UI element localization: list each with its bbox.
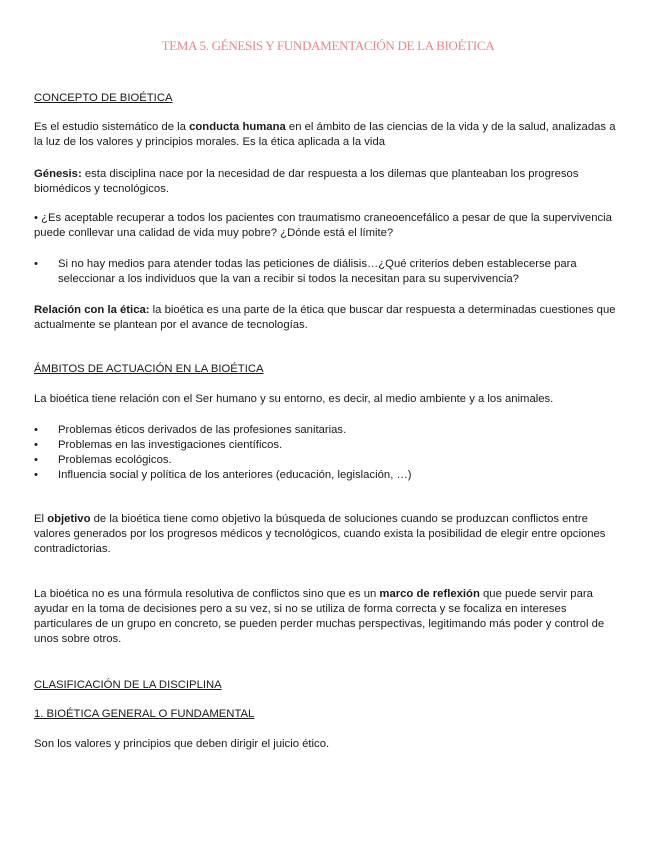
paragraph-marco: [34, 587, 622, 647]
marco-pre: La bioética no es una fórmula resolutiva de conflictos sino que es un: [34, 588, 380, 600]
bullet-dialisis: Si no hay medios para atender todas las peticiones de diálisis…¿Qué criterios deben establecerse para seleccionar a los individuos que la van a recibir si todos la necesitan para su supervivencia?: [58, 258, 577, 285]
list-item: Problemas ecológicos.: [58, 454, 172, 466]
bullet-traumatismo: • ¿Es aceptable recuperar a todos los pacientes con traumatismo craneoencefálico a pesar de que la supervivencia puede conllevar una calidad de vida muy pobre? ¿Dónde está el límite?: [34, 212, 612, 239]
definition-post: en el ámbito de las ciencias de la vida y de la salud, analizadas a la luz de los valores y principios morales. Es la ética aplicada a la vida: [34, 121, 616, 148]
heading-clasificacion: CLASIFICACIÓN DE LA DISCIPLINA: [34, 679, 222, 691]
bullet-mark: •: [34, 439, 38, 451]
bullet-mark-dialisis: •: [34, 258, 38, 270]
objetivo-post: de la bioética tiene como objetivo la búsqueda de soluciones cuando se produzcan conflictos entre valores generados por los progresos médicos y tecnológicos, cuando exista la posibilidad de elegir entre opciones contradictorias.: [34, 513, 606, 555]
paragraph-objetivo: [34, 512, 622, 557]
subheading-bioetica-general: 1. BIOÉTICA GENERAL O FUNDAMENTAL: [34, 708, 255, 720]
list-item: Influencia social y política de los anteriores (educación, legislación, …): [58, 469, 412, 481]
paragraph-definition: [34, 120, 622, 150]
marco-post: que puede servir para ayudar en la toma de decisiones pero a su vez, si no se utiliza de forma correcta y se focaliza en intereses particulares de un grupo en concreto, se pueden perder muchas perspectivas, legitimando más poder y control de unos sobre otros.: [34, 588, 605, 645]
heading-concepto: CONCEPTO DE BIOÉTICA: [34, 92, 173, 104]
relacion-text: la bioética es una parte de la ética que buscar dar respuesta a determinadas cuestiones que actualmente se plantean por el avance de tecnologías.: [34, 304, 616, 331]
paragraph-intro: La bioética tiene relación con el Ser humano y su entorno, es decir, al medio ambiente y a los animales.: [34, 393, 554, 405]
genesis-bold: Génesis:: [34, 168, 82, 180]
paragraph-valores: Son los valores y principios que deben dirigir el juicio ético.: [34, 738, 330, 750]
bullet-mark: •: [34, 454, 38, 466]
definition-pre: Es el estudio sistemático de la: [34, 121, 190, 133]
genesis-text: esta disciplina nace por la necesidad de dar respuesta a los dilemas que planteaban los progresos biomédicos y tecnológicos.: [34, 168, 579, 195]
list-item: Problemas en las investigaciones científicos.: [58, 439, 283, 451]
document-title: TEMA 5. GÉNESIS Y FUNDAMENTACIÓN DE LA BIOÉTICA: [161, 38, 495, 53]
objetivo-pre: El: [34, 513, 48, 525]
paragraph-genesis: [34, 167, 622, 197]
paragraph-relacion: [34, 303, 622, 333]
relacion-bold: Relación con la ética:: [34, 304, 150, 316]
list-item: Problemas éticos derivados de las profesiones sanitarias.: [58, 424, 347, 436]
bullet-mark: •: [34, 469, 38, 481]
marco-bold: marco de reflexión: [379, 588, 480, 600]
definition-bold: conducta humana: [189, 121, 286, 133]
heading-ambitos: ÁMBITOS DE ACTUACIÓN EN LA BIOÉTICA: [34, 363, 264, 375]
objetivo-bold: objetivo: [47, 513, 91, 525]
bullet-mark: •: [34, 424, 38, 436]
